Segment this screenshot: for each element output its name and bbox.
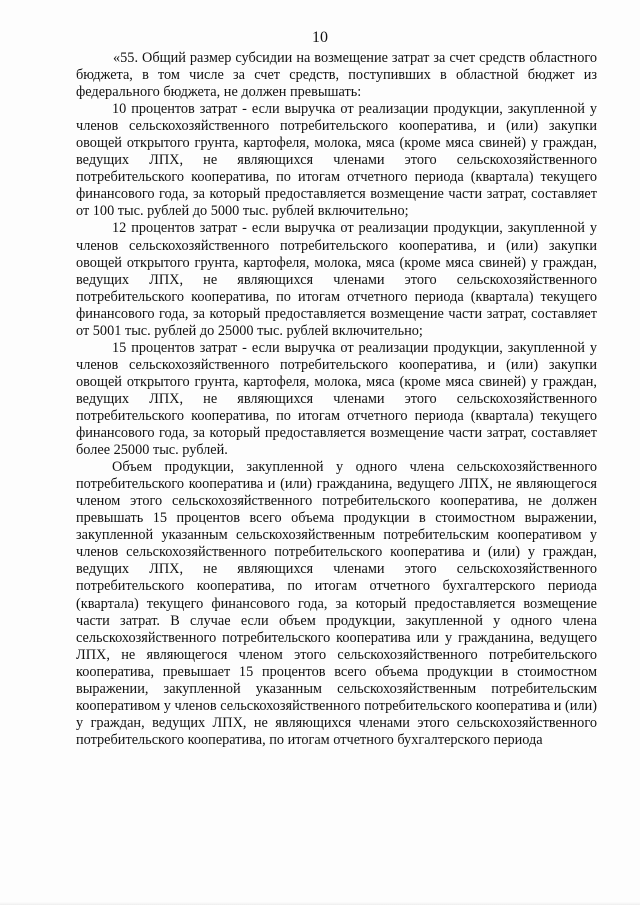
paragraph-twelve-percent-rule: 12 процентов затрат - если выручка от реализации продукции, закупленной у членов сельскохозяйственного потребительского кооператива, и (или) закупки овощей открытого грунта, картофеля, молока, мяса (кроме мяса свиней) у граждан, ведущих ЛПХ, не являющихся членами этого сельскохозяйственного потребительского кооператива, по итогам отчетного периода (квартала) текущего финансового года, за который предоставляется возмещение части затрат, составляет от 5001 тыс. рублей до 25000 тыс. рублей включительно; (76, 220, 597, 339)
paragraph-purchase-volume-limit: Объем продукции, закупленной у одного члена сельскохозяйственного потребительского кооператива и (или) гражданина, ведущего ЛПХ, не являющегося членом этого сельскохозяйственного потребительского кооператива, не должен превышать 15 процентов всего объема продукции в стоимостном выражении, закупленной указанным сельскохозяйственным потребительским кооперативом у членов сельскохозяйственного потребительского кооператива и (или) у граждан, ведущих ЛПХ, не являющихся членами этого сельскохозяйственного потребительского кооператива, по итогам отчетного бухгалтерского периода (квартала) текущего финансового года, за который предоставляется возмещение части затрат. В случае если объем продукции, закупленной у одного члена сельскохозяйственного потребительского кооператива или у гражданина, ведущего ЛПХ, не являющегося членом этого сельскохозяйственного потребительского кооператива, превышает 15 процентов всего объема продукции в стоимостном выражении, закупленной указанным сельскохозяйственным потребительским кооперативом у членов сельскохозяйственного потребительского кооператива и (или) у граждан, ведущих ЛПХ, не являющихся членами этого сельскохозяйственного потребительского кооператива, по итогам отчетного бухгалтерского периода (76, 459, 597, 748)
paragraph-fifteen-percent-rule: 15 процентов затрат - если выручка от реализации продукции, закупленной у членов сельскохозяйственного потребительского кооператива, и (или) закупки овощей открытого грунта, картофеля, молока, мяса (кроме мяса свиней) у граждан, ведущих ЛПХ, не являющихся членами этого сельскохозяйственного потребительского кооператива, по итогам отчетного периода (квартала) текущего финансового года, за который предоставляется возмещение части затрат, составляет более 25000 тыс. рублей. (76, 339, 597, 459)
paragraph-subsidy-limit-intro: «55. Общий размер субсидии на возмещение затрат за счет средств областного бюджета, в том числе за счет средств, поступивших в областной бюджет из федерального бюджета, не должен превышать: (76, 50, 597, 101)
paragraph-ten-percent-rule: 10 процентов затрат - если выручка от реализации продукции, закупленной у членов сельскохозяйственного потребительского кооператива, и (или) закупки овощей открытого грунта, картофеля, молока, мяса (кроме мяса свиней) у граждан, ведущих ЛПХ, не являющихся членами этого сельскохозяйственного потребительского кооператива, по итогам отчетного периода (квартала) текущего финансового года, за который предоставляется возмещение части затрат, составляет от 100 тыс. рублей до 5000 тыс. рублей включительно; (76, 101, 597, 220)
document-body (76, 50, 597, 749)
page-number: 10 (312, 29, 328, 46)
